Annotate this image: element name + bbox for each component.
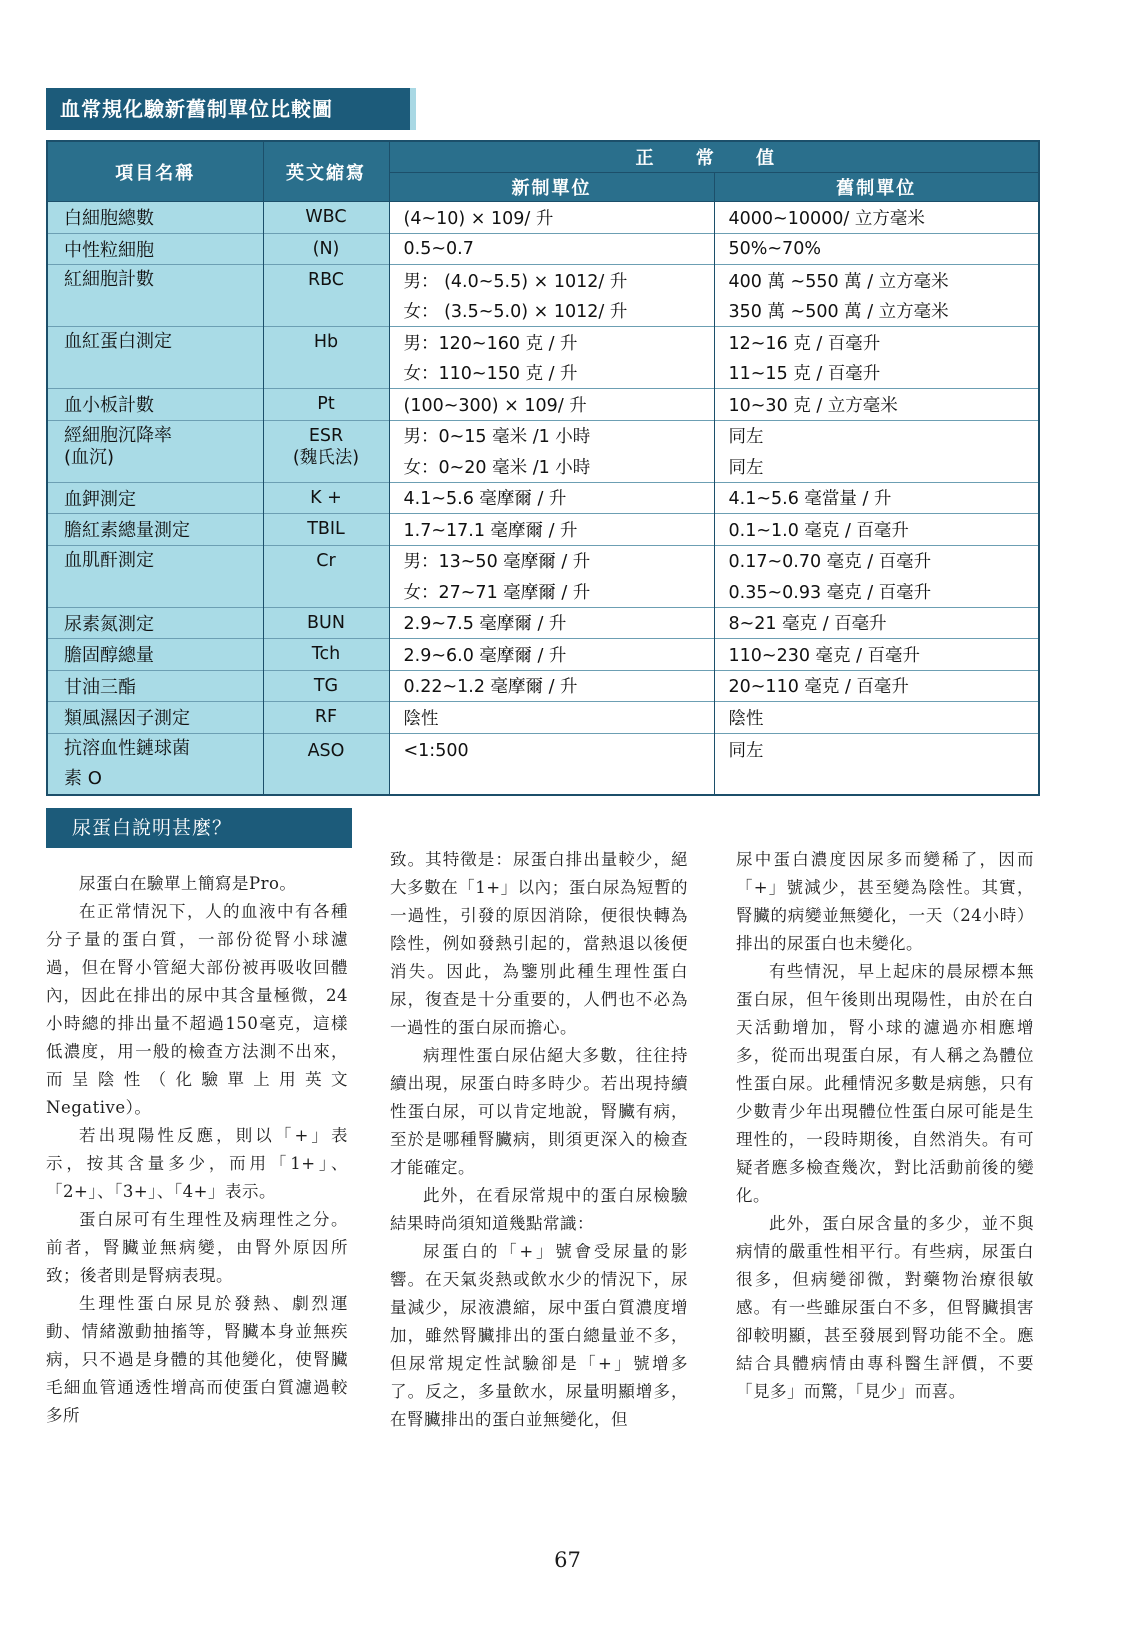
article-column-1 [46, 870, 348, 1430]
new-value: <1:500 [389, 733, 714, 795]
header-abbr: 英文縮寫 [263, 141, 389, 202]
item-name: 抗溶血性鏈球菌 [64, 737, 190, 759]
paragraph: 尿中蛋白濃度因尿多而變稀了，因而「+」號減少，甚至變為陰性。其實，腎臟的病變並無變化，一天（24小時）排出的尿蛋白也未變化。 [736, 850, 1034, 953]
article-title: 尿蛋白說明甚麼？ [46, 808, 352, 848]
item-abbr: BUN [263, 607, 389, 639]
old-value: 0.1~1.0 毫克 / 百毫升 [714, 514, 1039, 546]
paragraph: 生理性蛋白尿見於發熱、劇烈運動、情緒激動抽搐等，腎臟本身並無疾病，只不過是身體的其他變化，使腎臟毛細血管通透性增高而使蛋白質濾過較多所 [46, 1294, 348, 1425]
old-value: 4.1~5.6 毫當量 / 升 [714, 482, 1039, 514]
new-value: 0.22~1.2 毫摩爾 / 升 [389, 670, 714, 702]
paragraph: 尿蛋白的「+」號會受尿量的影響。在天氣炎熱或飲水少的情況下，尿量減少，尿液濃縮，尿中蛋白質濃度增加，雖然腎臟排出的蛋白總量並不多，但尿常規定性試驗卻是「+」號增多了。反之，多量飲水，尿量明顯增多，在腎臟排出的蛋白並無變化，但 [390, 1242, 688, 1429]
new-value: 2.9~7.5 毫摩爾 / 升 [389, 607, 714, 639]
header-normal: 正 常 值 [389, 141, 1039, 173]
table-row [47, 482, 1039, 514]
paragraph: 有些情況，早上起床的晨尿標本無蛋白尿，但午後則出現陽性，由於在白天活動增加，腎小球的濾過亦相應增多，從而出現蛋白尿，有人稱之為體位性蛋白尿。此種情況多數是病態，只有少數青少年出現體位性蛋白尿可能是生理性的，一段時期後，自然消失。有可疑者應多檢查幾次，對比活動前後的變化。 [736, 962, 1034, 1205]
new-value: 男： (4.0~5.5) × 1012/ 升 [389, 265, 714, 296]
new-value: (100~300) × 109/ 升 [389, 389, 714, 421]
new-value: 男：120~160 克 / 升 [389, 327, 714, 358]
item-abbr: ESR [308, 425, 344, 446]
item-abbr: Cr [263, 545, 389, 607]
item-name-sub: (血沉) [64, 446, 115, 468]
header-new-unit: 新制單位 [389, 173, 714, 202]
new-value: 1.7~17.1 毫摩爾 / 升 [389, 514, 714, 546]
item-abbr: RBC [263, 265, 389, 327]
item-abbr: K + [263, 482, 389, 514]
old-value: 10~30 克 / 立方毫米 [714, 389, 1039, 421]
item-name-cell [47, 420, 263, 482]
header-item: 項目名稱 [47, 141, 263, 202]
old-value: 20~110 毫克 / 百毫升 [714, 670, 1039, 702]
item-abbr: Tch [263, 639, 389, 671]
item-name: 白細胞總數 [47, 202, 263, 234]
item-abbr: TBIL [263, 514, 389, 546]
item-name: 膽固醇總量 [47, 639, 263, 671]
old-value: 350 萬 ~500 萬 / 立方毫米 [714, 296, 1039, 327]
new-value: 女：27~71 毫摩爾 / 升 [389, 576, 714, 607]
old-value: 0.17~0.70 毫克 / 百毫升 [714, 545, 1039, 576]
header-old-unit: 舊制單位 [714, 173, 1039, 202]
table-row [47, 514, 1039, 546]
table-row [47, 233, 1039, 265]
item-abbr: Pt [263, 389, 389, 421]
paragraph: 致。其特徵是：尿蛋白排出量較少，絕大多數在「1+」以內；蛋白尿為短暫的一過性，引發的原因消除，便很快轉為陰性，例如發熱引起的，當熱退以後便消失。因此，為鑒別此種生理性蛋白尿，復查是十分重要的，人們也不必為一過性的蛋白尿而擔心。 [390, 850, 688, 1037]
item-abbr-sub: (魏氏法) [292, 447, 360, 468]
paragraph: 病理性蛋白尿佔絕大多數，往往持續出現，尿蛋白時多時少。若出現持續性蛋白尿，可以肯定地說，腎臟有病，至於是哪種腎臟病，則須更深入的檢查才能確定。 [390, 1046, 688, 1177]
old-value: 8~21 毫克 / 百毫升 [714, 607, 1039, 639]
item-name: 尿素氮測定 [47, 607, 263, 639]
item-name: 經細胞沉降率 [64, 424, 172, 446]
table-row [47, 733, 1039, 795]
old-value: 同左 [714, 733, 1039, 795]
new-value: 男：13~50 毫摩爾 / 升 [389, 545, 714, 576]
item-name: 血鉀測定 [47, 482, 263, 514]
new-value: 女：110~150 克 / 升 [389, 358, 714, 389]
new-value: 女： (3.5~5.0) × 1012/ 升 [389, 296, 714, 327]
table-row [47, 545, 1039, 576]
table-row [47, 639, 1039, 671]
item-name: 類風濕因子測定 [47, 702, 263, 734]
item-name: 血肌酐測定 [47, 545, 263, 607]
table-row [47, 389, 1039, 421]
item-abbr-cell [263, 420, 389, 482]
old-value: 陰性 [714, 702, 1039, 734]
lab-units-table [46, 140, 1040, 796]
old-value: 同左 [714, 451, 1039, 482]
item-name: 血小板計數 [47, 389, 263, 421]
item-name: 膽紅素總量測定 [47, 514, 263, 546]
table-title: 血常規化驗新舊制單位比較圖 [46, 88, 410, 130]
paragraph: 若出現陽性反應，則以「+」表示，按其含量多少，而用「1+」、「2+」、「3+」、「4+」表示。 [46, 1126, 348, 1201]
paragraph: 此外，在看尿常規中的蛋白尿檢驗結果時尚須知道幾點常識： [390, 1186, 688, 1233]
item-name-cell [47, 733, 263, 795]
table-row [47, 202, 1039, 234]
paragraph: 尿蛋白在驗單上簡寫是Pro。 [79, 874, 297, 893]
old-value: 110~230 毫克 / 百毫升 [714, 639, 1039, 671]
page-number: 67 [554, 1548, 581, 1572]
item-abbr: RF [263, 702, 389, 734]
item-abbr: Hb [263, 327, 389, 389]
new-value: 女：0~20 毫米 /1 小時 [389, 451, 714, 482]
table-row [47, 327, 1039, 358]
article-column-2 [390, 846, 688, 1434]
old-value: 50%~70% [714, 233, 1039, 265]
old-value: 4000~10000/ 立方毫米 [714, 202, 1039, 234]
article-column-3 [736, 846, 1034, 1406]
new-value: (4~10) × 109/ 升 [389, 202, 714, 234]
item-abbr: WBC [263, 202, 389, 234]
table-row [47, 607, 1039, 639]
new-value: 0.5~0.7 [389, 233, 714, 265]
table-row [47, 265, 1039, 296]
old-value: 12~16 克 / 百毫升 [714, 327, 1039, 358]
item-abbr: (N) [263, 233, 389, 265]
item-name: 中性粒細胞 [47, 233, 263, 265]
item-name: 血紅蛋白測定 [47, 327, 263, 389]
item-name: 紅細胞計數 [47, 265, 263, 327]
item-abbr: TG [263, 670, 389, 702]
old-value: 11~15 克 / 百毫升 [714, 358, 1039, 389]
new-value: 2.9~6.0 毫摩爾 / 升 [389, 639, 714, 671]
old-value: 同左 [714, 420, 1039, 451]
item-abbr: ASO [263, 733, 389, 795]
table-row [47, 670, 1039, 702]
item-name-sub: 素 O [64, 767, 102, 789]
new-value: 男：0~15 毫米 /1 小時 [389, 420, 714, 451]
paragraph: 此外，蛋白尿含量的多少，並不與病情的嚴重性相平行。有些病，尿蛋白很多，但病變卻微，對藥物治療很敏感。有一些雖尿蛋白不多，但腎臟損害卻較明顯，甚至發展到腎功能不全。應結合具體病情由專科醫生評價，不要「見多」而驚，「見少」而喜。 [736, 1214, 1034, 1401]
old-value: 0.35~0.93 毫克 / 百毫升 [714, 576, 1039, 607]
table-row [47, 420, 1039, 451]
table-row [47, 702, 1039, 734]
new-value: 陰性 [389, 702, 714, 734]
old-value: 400 萬 ~550 萬 / 立方毫米 [714, 265, 1039, 296]
item-name: 甘油三酯 [47, 670, 263, 702]
paragraph: 蛋白尿可有生理性及病理性之分。前者，腎臟並無病變，由腎外原因所致；後者則是腎病表現。 [46, 1210, 348, 1285]
paragraph: 在正常情況下，人的血液中有各種分子量的蛋白質，一部份從腎小球濾過，但在腎小管絕大部份被再吸收回體內，因此在排出的尿中其含量極微，24小時總的排出量不超過150毫克，這樣低濃度，用一般的檢查方法測不出來，而呈陰性（化驗單上用英文Negative）。 [46, 902, 348, 1117]
new-value: 4.1~5.6 毫摩爾 / 升 [389, 482, 714, 514]
